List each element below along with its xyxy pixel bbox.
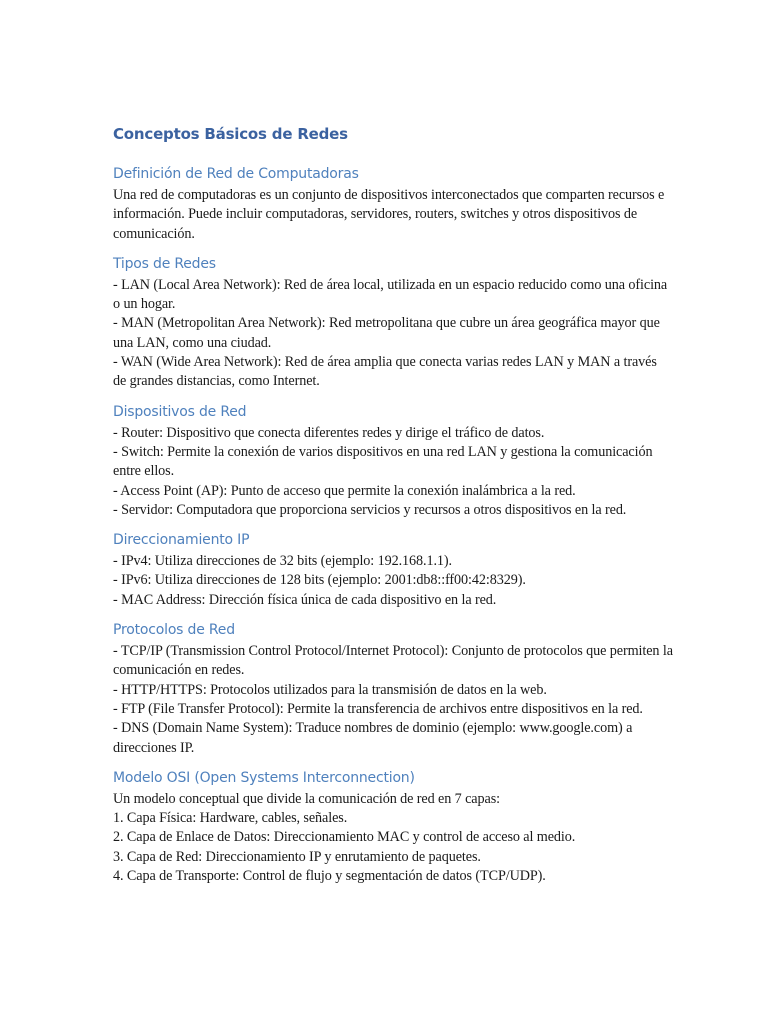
list-item: - Router: Dispositivo que conecta diferentes redes y dirige el tráfico de datos.	[113, 424, 545, 441]
section-definicion-red	[113, 164, 673, 244]
section-heading: Definición de Red de Computadoras	[113, 166, 359, 182]
section-heading: Protocolos de Red	[113, 622, 235, 639]
list-item: Un modelo conceptual que divide la comunicación de red en 7 capas:	[113, 790, 500, 807]
list-item: - HTTP/HTTPS: Protocolos utilizados para la transmisión de datos en la web.	[113, 681, 547, 698]
list-item: - MAN (Metropolitan Area Network): Red metropolitana que cubre un área geográfica mayor que una LAN, como una ciudad.	[113, 315, 660, 351]
list-item: - Switch: Permite la conexión de varios dispositivos en una red LAN y gestiona la comunicación entre ellos.	[113, 443, 653, 480]
section-heading: Dispositivos de Red	[113, 403, 247, 420]
section-heading: Tipos de Redes	[113, 255, 216, 272]
list-item: - FTP (File Transfer Protocol): Permite la transferencia de archivos entre dispositivos en la red.	[113, 700, 643, 717]
section-tipos-redes	[113, 254, 673, 392]
list-item: 1. Capa Física: Hardware, cables, señales.	[113, 810, 348, 827]
paragraph: Una red de computadoras es un conjunto de dispositivos interconectados que comparten recursos e información. Puede incluir computadoras, servidores, routers, switches y otros dispositivos de comunicación.	[113, 187, 665, 242]
list-item: - LAN (Local Area Network): Red de área local, utilizada en un espacio reducido como una oficina o un hogar.	[113, 276, 668, 313]
list-item: - IPv6: Utiliza direcciones de 128 bits (ejemplo: 2001:db8::ff00:42:8329).	[113, 572, 526, 589]
list-item: 2. Capa de Enlace de Datos: Direccionamiento MAC y control de acceso al medio.	[113, 829, 576, 846]
list-item: 4. Capa de Transporte: Control de flujo y segmentación de datos (TCP/UDP).	[113, 868, 546, 885]
list-item: - Access Point (AP): Punto de acceso que permite la conexión inalámbrica a la red.	[113, 482, 576, 499]
document-content	[113, 124, 673, 896]
list-item: - DNS (Domain Name System): Traduce nombres de dominio (ejemplo: www.google.com) a direcciones IP.	[113, 720, 633, 756]
list-item: - Servidor: Computadora que proporciona servicios y recursos a otros dispositivos en la red.	[113, 501, 627, 518]
section-protocolos-red	[113, 620, 673, 758]
section-heading: Direccionamiento IP	[113, 532, 250, 549]
section-direccionamiento-ip	[113, 530, 673, 610]
document-title: Conceptos Básicos de Redes	[113, 125, 348, 143]
list-item: 3. Capa de Red: Direccionamiento IP y enrutamiento de paquetes.	[113, 848, 481, 865]
list-item: - MAC Address: Dirección física única de cada dispositivo en la red.	[113, 591, 497, 608]
list-item: - WAN (Wide Area Network): Red de área amplia que conecta varias redes LAN y MAN a través de grandes distancias, como Internet.	[113, 354, 657, 390]
list-item: - TCP/IP (Transmission Control Protocol/Internet Protocol): Conjunto de protocolos que permiten la comunicación en redes.	[113, 643, 673, 679]
section-modelo-osi	[113, 768, 673, 886]
list-item: - IPv4: Utiliza direcciones de 32 bits (ejemplo: 192.168.1.1).	[113, 553, 452, 570]
section-heading: Modelo OSI (Open Systems Interconnection)	[113, 769, 415, 786]
section-dispositivos-red	[113, 402, 673, 520]
